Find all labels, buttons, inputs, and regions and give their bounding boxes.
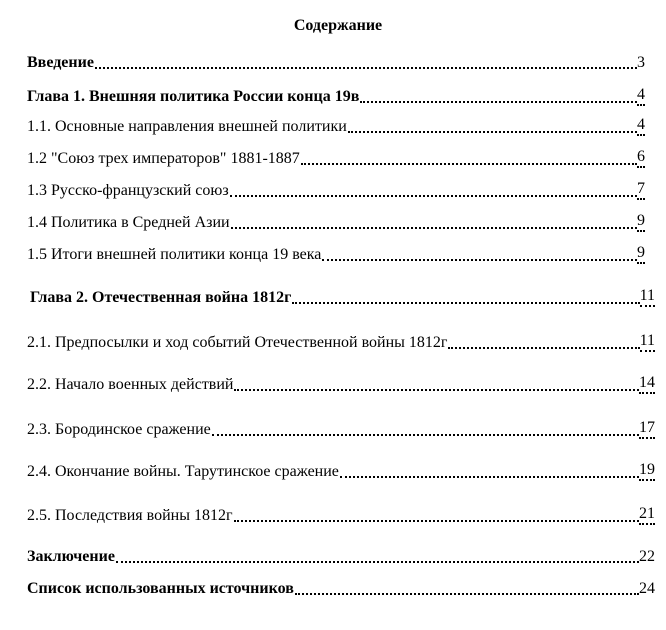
toc-entry-text: Глава 1. Внешняя политика России конца 19в <box>27 88 360 105</box>
toc-entry-page: 11 <box>640 287 655 307</box>
dot-leader <box>95 66 637 69</box>
dot-leader <box>212 433 639 436</box>
dot-leader <box>230 194 637 197</box>
dot-leader <box>292 301 639 304</box>
toc-entry <box>27 84 645 106</box>
dot-leader <box>295 592 639 595</box>
toc-entry-page: 19 <box>639 461 655 481</box>
dot-leader <box>301 162 637 165</box>
toc-entry-page: 4 <box>637 86 645 106</box>
toc-entry-text: Заключение <box>27 548 115 565</box>
dot-leader <box>231 226 637 229</box>
toc-entry-text: Введение <box>27 54 94 71</box>
dot-leader <box>234 388 639 391</box>
toc-entry <box>27 576 655 598</box>
toc-entry-text: 2.4. Окончание войны. Тарутинское сражение <box>27 463 339 480</box>
toc-entry <box>27 372 655 394</box>
toc-entry-text: Список использованных источников <box>27 580 294 597</box>
toc-entry <box>27 114 645 136</box>
toc-entry-text: 1.4 Политика в Средней Азии <box>27 214 230 231</box>
toc-entry-page: 21 <box>639 505 655 525</box>
toc-entry-page: 17 <box>639 419 655 439</box>
toc-entry-text: 2.1. Предпосылки и ход событий Отечественной войны 1812г <box>27 334 448 351</box>
dot-leader <box>348 130 637 133</box>
toc-entry <box>27 459 655 481</box>
toc-entry <box>30 285 655 307</box>
dot-leader <box>448 346 639 349</box>
toc-entry-page: 14 <box>639 374 655 394</box>
toc-entry-page: 11 <box>640 332 655 352</box>
toc-entry-text: 2.3. Бородинское сражение <box>27 421 211 438</box>
toc-entry-page: 22 <box>639 548 655 565</box>
toc-entry-page: 9 <box>637 244 645 264</box>
toc-entry <box>27 330 655 352</box>
toc-entry <box>27 544 655 566</box>
toc-entry-page: 4 <box>637 116 645 136</box>
dot-leader <box>234 519 639 522</box>
toc-entry-text: 2.2. Начало военных действий <box>27 376 234 393</box>
dot-leader <box>340 475 639 478</box>
toc-entry-text: Глава 2. Отечественная война 1812г <box>30 289 292 306</box>
toc-entry-text: 1.2 "Союз трех императоров" 1881-1887 <box>27 150 300 167</box>
toc-entry-text: 1.1. Основные направления внешней политики <box>27 118 347 135</box>
toc-entry <box>27 50 645 72</box>
toc-entry <box>27 503 655 525</box>
toc-entry <box>27 210 645 232</box>
toc-entry <box>27 242 645 264</box>
dot-leader <box>116 560 639 563</box>
toc-entry-text: 1.5 Итоги внешней политики конца 19 века <box>27 246 322 263</box>
toc-entry <box>27 146 645 168</box>
dot-leader <box>322 258 637 261</box>
toc-entry-page: 24 <box>639 580 655 597</box>
toc-entry-page: 6 <box>637 148 645 168</box>
toc-entry-page: 7 <box>637 180 645 200</box>
toc-entry-page: 9 <box>637 212 645 232</box>
toc-entry-page: 3 <box>637 54 645 71</box>
toc-entry <box>27 417 655 439</box>
toc-title: Содержание <box>293 17 383 34</box>
dot-leader <box>360 100 637 103</box>
toc-entry-text: 2.5. Последствия войны 1812г <box>27 507 233 524</box>
toc-entry <box>27 178 645 200</box>
toc-entry-text: 1.3 Русско-французский союз <box>27 182 229 199</box>
